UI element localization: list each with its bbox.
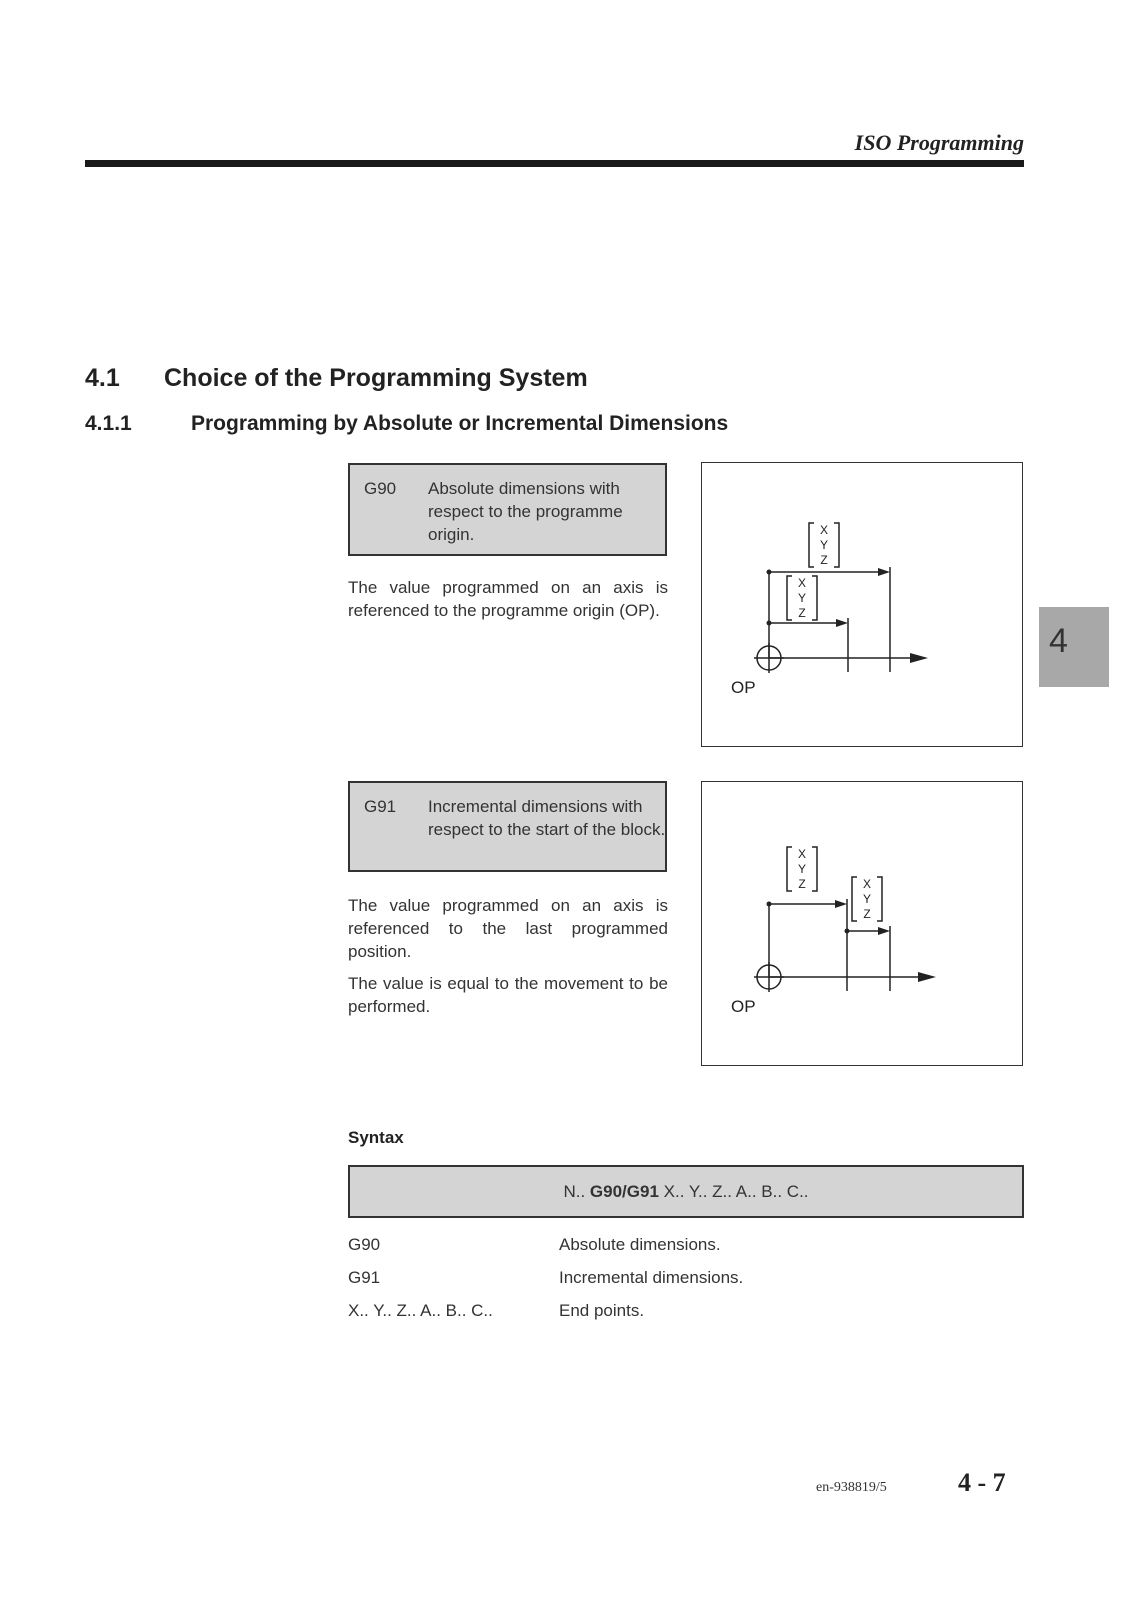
bracket-icon [834,523,839,567]
g90-code-box [348,463,667,556]
g91-description: Incremental dimensions with respect to the start of the block. [428,797,666,839]
axis-letter-z: Z [798,877,806,891]
section-number: 4.1 [85,364,120,392]
g90-paragraph: The value programmed on an axis is referenced to the programme origin (OP). [348,578,668,620]
bracket-icon [787,847,792,891]
axis-letter-y: Y [797,862,807,876]
g91-paragraph-2: The value is equal to the movement to be performed. [348,974,668,1016]
axis-letter-x: X [797,576,807,590]
g90-code: G90 [364,479,397,498]
axis-letter-y: Y [862,892,872,906]
definition-text: Incremental dimensions. [559,1268,744,1287]
header-title: ISO Programming [854,130,1024,155]
g91-paragraph-1: The value programmed on an axis is referenced to the last programmed position. [348,896,668,961]
definition-text: Absolute dimensions. [559,1235,721,1254]
origin-label: OP [731,678,756,697]
axis-letter-x: X [797,847,807,861]
footer-doc-code: en-938819/5 [816,1480,887,1495]
chapter-tab: 4 [1039,607,1109,687]
bracket-icon [877,877,882,921]
origin-label: OP [731,997,756,1016]
section-title: Choice of the Programming System [164,364,588,392]
arrow-head-icon [878,927,890,935]
syntax-prefix: N.. [563,1182,586,1201]
footer-page-number: 4 - 7 [958,1468,1006,1497]
arrow-head-icon [835,900,847,908]
g90-diagram [702,463,1021,745]
bracket-icon [809,523,814,567]
g91-code-box [348,781,667,872]
arrow-head-icon [918,972,936,982]
bracket-icon [852,877,857,921]
arrow-head-icon [878,568,890,576]
axis-letter-x: X [862,877,872,891]
axis-letter-z: Z [820,553,828,567]
bracket-icon [787,576,792,620]
axis-letter-y: Y [797,591,807,605]
g91-diagram [702,782,1021,1064]
axis-letter-x: X [819,523,829,537]
axis-letter-z: Z [863,907,871,921]
g90-description: Absolute dimensions with respect to the programme origin. [428,479,623,544]
arrow-head-icon [836,619,848,627]
axis-letter-y: Y [819,538,829,552]
syntax-box [348,1165,1024,1218]
bracket-icon [812,847,817,891]
subsection-title: Programming by Absolute or Incremental Dimensions [191,412,729,435]
arrow-head-icon [910,653,928,663]
g91-figure [701,781,1023,1066]
syntax-suffix: X.. Y.. Z.. A.. B.. C.. [663,1182,809,1201]
g90-figure [701,462,1023,747]
g91-code: G91 [364,797,397,816]
bracket-icon [812,576,817,620]
syntax-label: Syntax [348,1128,404,1147]
axis-letter-z: Z [798,606,806,620]
header-rule [85,160,1024,167]
definition-term: X.. Y.. Z.. A.. B.. C.. [348,1301,493,1320]
definition-term: G90 [348,1235,381,1254]
subsection-number: 4.1.1 [85,412,132,435]
definition-term: G91 [348,1268,381,1287]
definition-text: End points. [559,1301,645,1320]
syntax-codes: G90/G91 [589,1182,659,1201]
